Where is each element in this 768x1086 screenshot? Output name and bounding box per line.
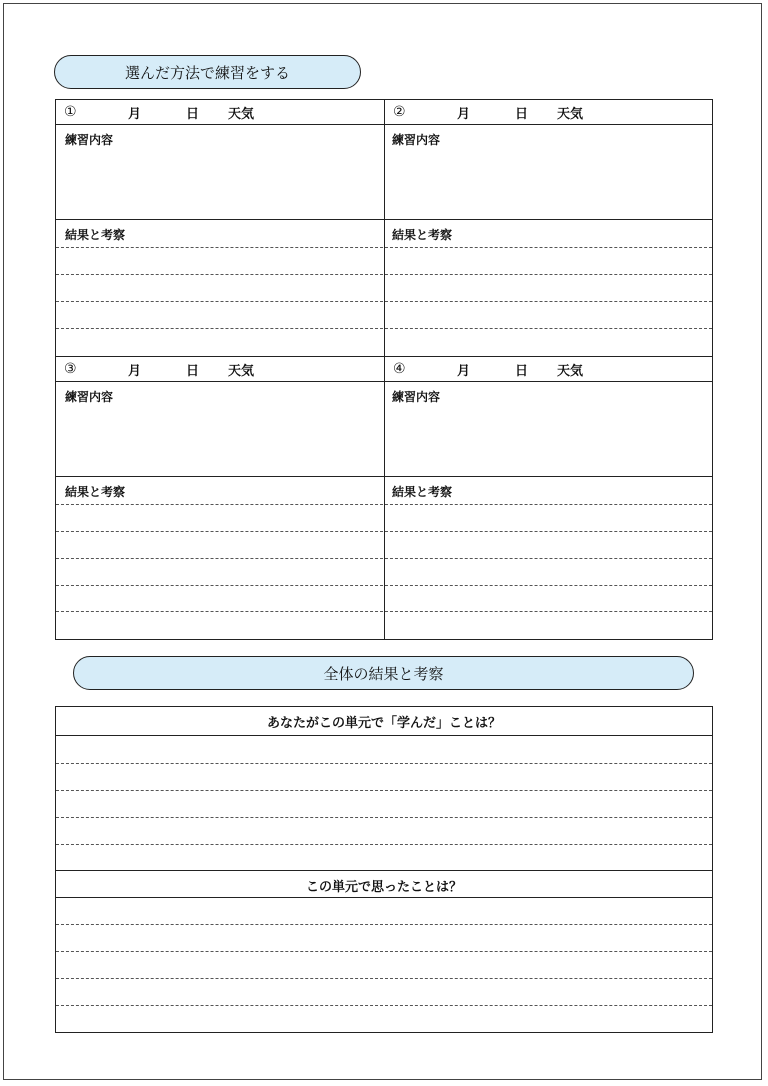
entry-number: ① — [64, 104, 77, 120]
writing-line — [56, 328, 712, 329]
writing-line — [56, 585, 712, 586]
writing-line — [56, 247, 712, 248]
day-label: 日 — [515, 363, 529, 379]
summary-box — [55, 706, 713, 1033]
grid-line — [56, 476, 712, 477]
month-label: 月 — [457, 363, 471, 379]
result-label: 結果と考察 — [392, 485, 453, 499]
day-label: 日 — [186, 106, 200, 122]
weather-label: 天気 — [557, 106, 584, 122]
section-title-summary — [73, 656, 694, 690]
grid-line — [56, 124, 712, 125]
writing-line — [56, 844, 712, 845]
month-label: 月 — [128, 363, 142, 379]
writing-line — [56, 531, 712, 532]
grid-line — [56, 381, 712, 382]
entry-header-1 — [56, 100, 384, 124]
entry-header-3 — [56, 357, 384, 381]
grid-line — [56, 219, 712, 220]
practice-content-label: 練習内容 — [392, 390, 441, 404]
entry-header-2 — [385, 100, 713, 124]
writing-line — [56, 978, 712, 979]
writing-line — [56, 558, 712, 559]
practice-content-label: 練習内容 — [392, 133, 441, 147]
writing-line — [56, 763, 712, 764]
practice-content-label: 練習内容 — [65, 133, 114, 147]
grid-line — [56, 735, 712, 736]
month-label: 月 — [457, 106, 471, 122]
entry-number: ③ — [64, 361, 77, 377]
result-label: 結果と考察 — [392, 228, 453, 242]
day-label: 日 — [186, 363, 200, 379]
entry-number: ④ — [393, 361, 406, 377]
result-label: 結果と考察 — [65, 228, 126, 242]
entry-number: ② — [393, 104, 406, 120]
weather-label: 天気 — [557, 363, 584, 379]
entry-header-4 — [385, 357, 713, 381]
writing-line — [56, 274, 712, 275]
month-label: 月 — [128, 106, 142, 122]
writing-line — [56, 817, 712, 818]
writing-line — [56, 611, 712, 612]
section-title-summary-text: 全体の結果と考察 — [323, 664, 444, 683]
grid-line — [56, 897, 712, 898]
writing-line — [56, 504, 712, 505]
practice-content-label: 練習内容 — [65, 390, 114, 404]
writing-line — [56, 924, 712, 925]
day-label: 日 — [515, 106, 529, 122]
writing-line — [56, 951, 712, 952]
section-title-practice — [54, 55, 361, 89]
writing-line — [56, 790, 712, 791]
result-label: 結果と考察 — [65, 485, 126, 499]
question-thoughts: この単元で思ったことは？ — [305, 879, 462, 895]
section-title-practice-text: 選んだ方法で練習をする — [124, 63, 290, 82]
weather-label: 天気 — [228, 106, 255, 122]
practice-grid — [55, 99, 713, 640]
weather-label: 天気 — [228, 363, 255, 379]
question-learned: あなたがこの単元で「学んだ」ことは？ — [266, 715, 501, 731]
writing-line — [56, 1005, 712, 1006]
writing-line — [56, 301, 712, 302]
